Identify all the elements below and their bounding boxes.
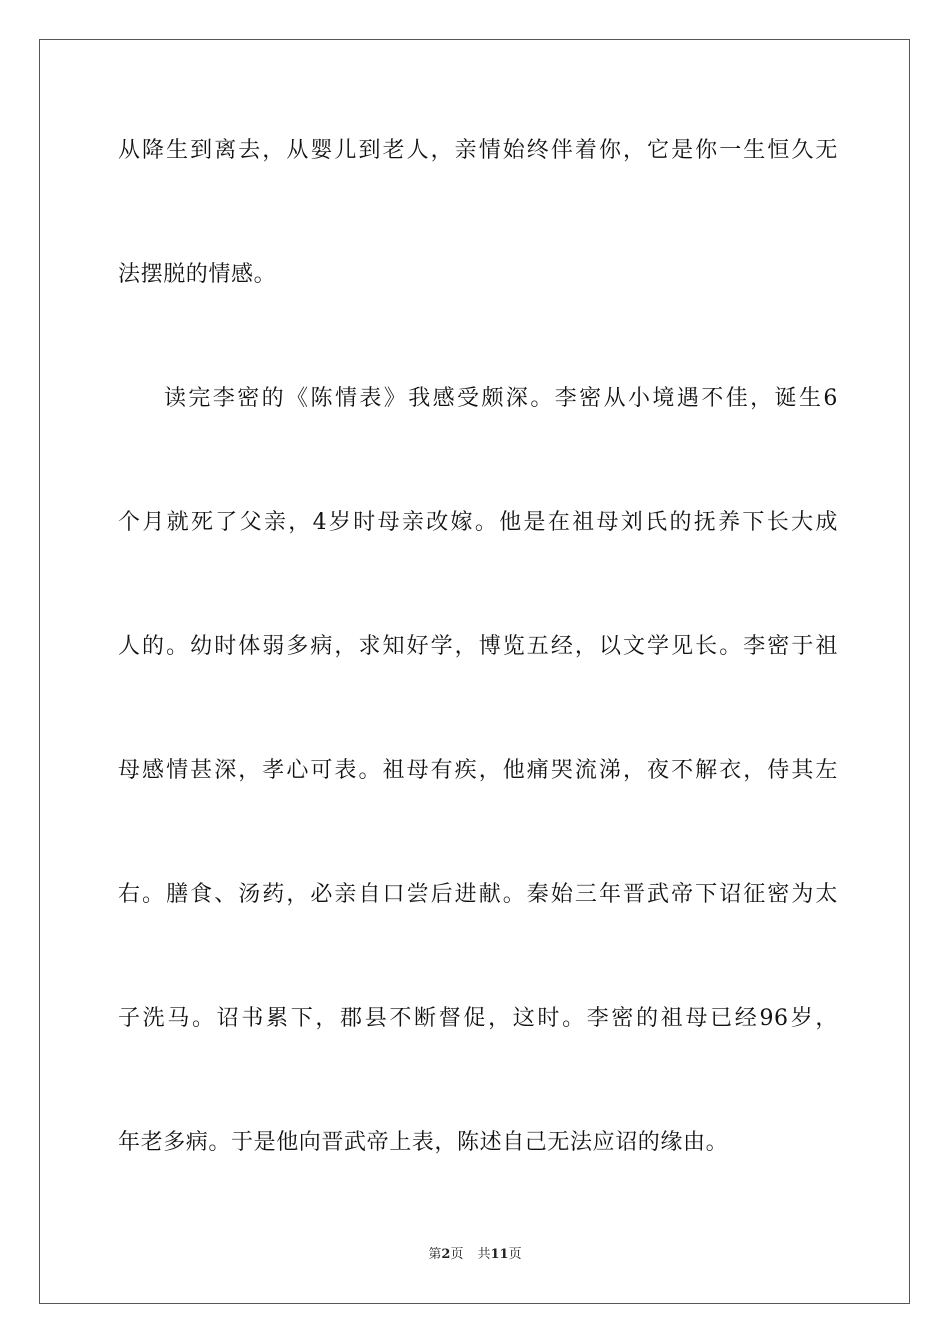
paragraph-2-line-4: 母感情甚深，孝心可表。祖母有疾，他痛哭流涕，夜不解衣，侍其左 xyxy=(118,758,838,783)
page-border xyxy=(39,39,910,1304)
paragraph-1-line-2: 法摆脱的情感。 xyxy=(118,262,277,287)
footer-total-pages: 11 xyxy=(490,1247,509,1262)
footer-total-prefix: 共 xyxy=(477,1247,491,1262)
paragraph-2-line-6: 子洗马。诏书累下，郡县不断督促，这时。李密的祖母已经96岁， xyxy=(118,1006,838,1031)
paragraph-2-line-5: 右。膳食、汤药，必亲自口尝后进献。秦始三年晋武帝下诏征密为太 xyxy=(118,882,838,907)
paragraph-2-line-3: 人的。幼时体弱多病，求知好学，博览五经，以文学见长。李密于祖 xyxy=(118,634,838,659)
footer-page-suffix: 页 xyxy=(450,1247,464,1262)
paragraph-2-line-2: 个月就死了父亲，4岁时母亲改嫁。他是在祖母刘氏的抚养下长大成 xyxy=(118,510,838,535)
footer-total-suffix: 页 xyxy=(508,1247,522,1262)
paragraph-2-line-1: 读完李密的《陈情表》我感受颇深。李密从小境遇不佳，诞生6 xyxy=(164,386,838,411)
page-footer xyxy=(0,1246,950,1264)
paragraph-1-line-1: 从降生到离去，从婴儿到老人，亲情始终伴着你，它是你一生恒久无 xyxy=(118,138,838,163)
paragraph-2-line-7: 年老多病。于是他向晋武帝上表，陈述自己无法应诏的缘由。 xyxy=(118,1130,729,1155)
footer-page-number: 2 xyxy=(441,1247,451,1262)
footer-page-prefix: 第 xyxy=(428,1247,442,1262)
